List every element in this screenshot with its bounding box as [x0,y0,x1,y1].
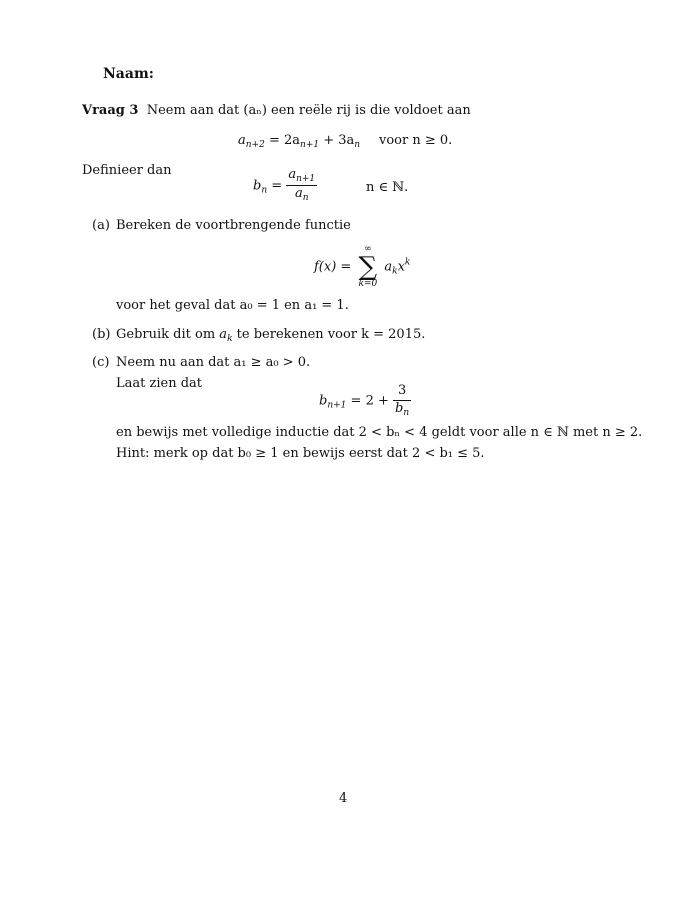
bn1-eq: = 2 + [350,393,389,409]
bn-num: a [288,167,297,182]
recurrence-rhs-1-sub: n+1 [300,140,320,150]
bn-den-sub: n [302,193,309,204]
part-b-label: (b) [92,327,111,342]
bn1-lhs-sub: n+1 [327,400,347,411]
recurrence-lhs: a [238,133,246,148]
page-number: 4 [339,791,348,806]
bn1-den-sub: n [403,407,410,418]
bn-definition [253,168,317,204]
gf-lhs: f(x) = [314,259,352,275]
gf-term: a [384,259,393,275]
recurrence-rhs-1: = 2a [268,133,301,148]
question-intro-text: Neem aan dat (aₙ) een reële rij is die voldoet aan [146,103,471,118]
bn-condition: n ∈ ℕ. [366,180,409,195]
part-c-show-text: Laat zien dat [116,376,202,391]
part-b-var: a [219,327,228,342]
part-c-hint-text: Hint: merk op dat b₀ ≥ 1 en bewijs eerst dat 2 < b₁ ≤ 5. [116,446,485,461]
sum-symbol: ∑ [358,252,378,282]
part-b-text [116,327,425,344]
name-label: Naam: [103,66,154,82]
bn1-fraction [393,384,411,418]
question-intro [82,103,471,118]
bn1-lhs: b [319,393,328,409]
define-text: Definieer dan [82,163,172,178]
part-a-condition: voor het geval dat a₀ = 1 en a₁ = 1. [116,298,349,313]
bn1-num: 3 [393,384,411,401]
recurrence-rhs-2-sub: n [354,140,361,150]
bn1-den: b [395,400,404,416]
recurrence-condition: voor n ≥ 0. [379,133,453,148]
part-c-proof-text: en bewijs met volledige inductie dat 2 < bₙ < 4 geldt voor alle n ∈ ℕ met n ≥ 2. [116,425,643,440]
part-b-text-1: Gebruik dit om [116,327,216,342]
part-c-label: (c) [92,355,110,370]
recurrence-lhs-sub: n+2 [245,140,265,150]
sum-upper-limit: ∞ [364,244,372,254]
bn-eq: = [271,178,283,194]
generating-function-formula [314,245,410,289]
recurrence-formula [238,133,360,150]
bn-num-sub: n+1 [296,174,316,184]
part-b-text-2: te berekenen voor k = 2015. [236,327,426,342]
bn-lhs-sub: n [261,185,268,196]
part-c-text: Neem nu aan dat a₁ ≥ a₀ > 0. [116,355,311,370]
bn1-formula [319,384,411,418]
gf-term-x: x [397,259,405,275]
part-a-text: Bereken de voortbrengende functie [116,218,351,233]
bn-lhs: b [253,178,262,194]
recurrence-rhs-2: + 3a [323,133,355,148]
sum-lower-limit: k=0 [358,279,378,289]
gf-term-sub: k [392,266,398,277]
question-label: Vraag 3 [82,103,139,118]
summation [358,245,377,289]
bn-den: a [294,186,303,202]
gf-term-sup: k [404,257,411,268]
part-b-var-sub: k [227,334,233,344]
part-a-label: (a) [92,218,110,233]
bn-fraction [286,168,317,204]
